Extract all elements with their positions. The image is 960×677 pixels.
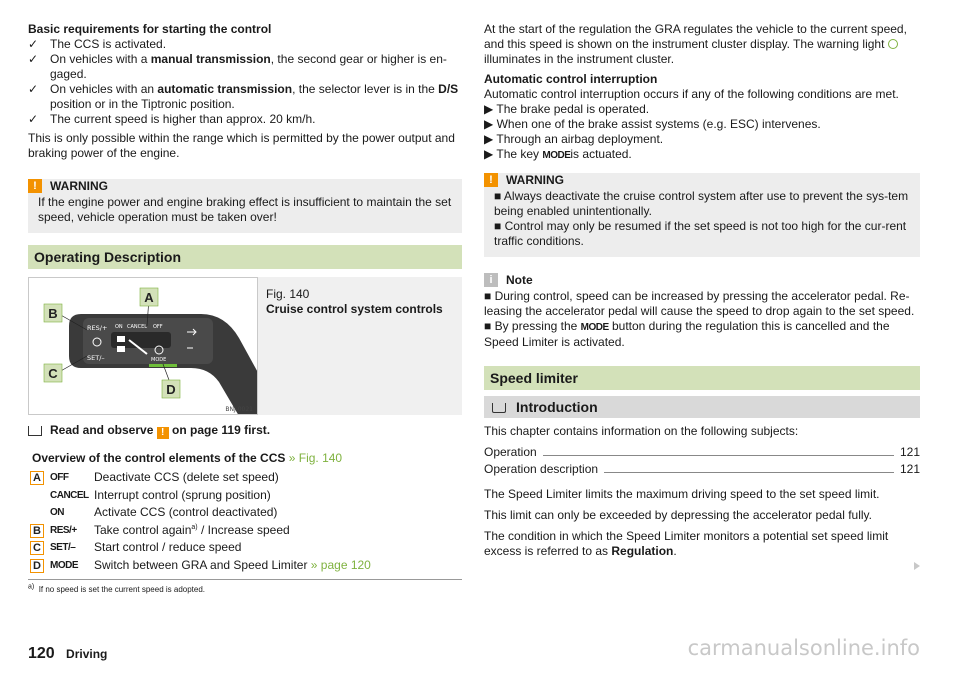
note-box xyxy=(484,273,920,350)
subjects-text: This chapter contains information on the following subjects: xyxy=(484,424,799,438)
limiter-paragraph: The condition in which the Speed Limiter monitors a potential set speed limit excess is referred to as Regulation. xyxy=(484,529,889,558)
interrupt-title: Automatic control interruption xyxy=(484,72,658,86)
figure-caption xyxy=(266,287,456,317)
check-icon: ✓ xyxy=(28,82,39,96)
control-desc: Take control again$^{a)}$ / Increase speed xyxy=(94,522,290,537)
warning-text: If the engine power and engine braking effect is insufficient to maintain the set speed, vehicle operation must be taken over! xyxy=(38,195,452,224)
limiter-paragraph: The Speed Limiter limits the maximum driving speed to the set speed limit. xyxy=(484,487,880,501)
list-item: ▶ The brake pedal is operated. xyxy=(484,102,650,116)
figure-image xyxy=(28,277,258,415)
cruise-warning-light-icon xyxy=(888,39,898,49)
page-number: 120 xyxy=(28,645,55,662)
list-item: ✓ The CCS is activated. xyxy=(28,37,167,51)
stalk-label-on: ON xyxy=(115,324,123,330)
book-icon xyxy=(492,403,506,413)
figure-title: Cruise control system controls xyxy=(266,302,443,316)
callout-c: C xyxy=(48,366,58,381)
table-row xyxy=(28,540,462,558)
section-heading: Operating Description xyxy=(28,245,462,269)
callout-b: B xyxy=(48,306,58,321)
control-key: CANCEL xyxy=(50,489,89,501)
intro-paragraph: At the start of the regulation the GRA regulates the vehicle to the current speed, and this speed is shown on the instrument cluster display. The warning light illuminates in the instrument cluster. xyxy=(484,22,907,66)
callout-a: A xyxy=(144,290,154,305)
control-desc: Switch between GRA and Speed Limiter » page 120 xyxy=(94,557,371,572)
table-row xyxy=(28,523,462,541)
control-letter: B xyxy=(30,524,44,538)
warning-box xyxy=(484,173,920,257)
mode-key: MODE xyxy=(542,150,571,161)
note-label: Note xyxy=(506,273,533,287)
footer-section: Driving xyxy=(66,647,108,661)
list-item: ■ Always deactivate the cruise control system after use to prevent the sys-tem being enabled unintentionally. xyxy=(494,189,909,218)
check-icon: ✓ xyxy=(28,52,39,66)
control-letter: D xyxy=(30,559,44,573)
control-key: MODE xyxy=(50,559,78,571)
section-heading: Speed limiter xyxy=(484,366,920,390)
control-key: SET/– xyxy=(50,542,76,553)
page-footer xyxy=(28,644,107,664)
list-item: ▶ Through an airbag deployment. xyxy=(484,132,664,146)
stalk-label-set: SET/– xyxy=(87,354,105,362)
footnote: $^{a)}$ If no speed is set the current speed is adopted. xyxy=(28,583,206,594)
warning-icon: ! xyxy=(157,427,169,439)
control-letter: A xyxy=(30,471,44,485)
figure-code: BNJ-0021 xyxy=(225,406,253,413)
list-item: ■ By pressing the MODE button during the regulation this is cancelled and the Speed Limiter is activated. xyxy=(484,319,890,349)
list-item: ■ During control, speed can be increased by pressing the accelerator pedal. Re-leasing the accelerator pedal will cause the speed to drop again to the set speed. xyxy=(484,289,915,318)
toc-item[interactable]: Operation description 121 xyxy=(484,462,920,476)
list-item: ✓ On vehicles with a manual transmission, the second gear or higher is en-gaged. xyxy=(28,52,447,81)
requirements-list xyxy=(28,37,462,127)
table-row xyxy=(28,505,462,523)
warning-icon: ! xyxy=(28,179,42,193)
mode-key: MODE xyxy=(580,322,609,333)
controls-table xyxy=(28,470,462,575)
stalk-label-res: RES/+ xyxy=(87,324,108,332)
control-desc: Start control / reduce speed xyxy=(94,540,242,554)
control-key: OFF xyxy=(50,472,69,483)
control-key: ON xyxy=(50,507,64,518)
next-page-arrow-icon xyxy=(914,562,920,570)
info-icon: i xyxy=(484,273,498,287)
watermark: carmanualsonline.info xyxy=(687,636,920,660)
toc-item[interactable]: Operation 121 xyxy=(484,445,920,459)
table-row xyxy=(28,558,462,576)
list-item: ✓ On vehicles with an automatic transmission, the selector lever is in the D/S position or in the Tiptronic position. xyxy=(28,82,459,111)
table-row xyxy=(28,488,462,506)
interrupt-list xyxy=(484,102,920,163)
book-icon xyxy=(28,426,42,436)
warning-icon: ! xyxy=(484,173,498,187)
table-row xyxy=(28,470,462,488)
control-desc: Deactivate CCS (delete set speed) xyxy=(94,470,279,484)
limiter-paragraph: This limit can only be exceeded by depressing the accelerator pedal fully. xyxy=(484,508,872,522)
control-letter: C xyxy=(30,541,44,555)
interrupt-text: Automatic control interruption occurs if any of the following conditions are met. xyxy=(484,87,899,101)
footnote-ref: a) xyxy=(191,523,198,531)
list-item: ▶ The key MODEis actuated. xyxy=(484,147,632,161)
overview-title: Overview of the control elements of the CCS » Fig. 140 xyxy=(32,451,343,465)
footnote-divider xyxy=(28,579,462,580)
stalk-label-mode: MODE xyxy=(151,357,167,363)
stalk-label-off: OFF xyxy=(153,324,163,330)
check-icon: ✓ xyxy=(28,112,39,126)
list-item: ✓ The current speed is higher than approx. 20 km/h. xyxy=(28,112,316,126)
read-observe-line: Read and observe ! on page 119 first. xyxy=(28,423,462,439)
list-item: ▶ When one of the brake assist systems (e.g. ESC) intervenes. xyxy=(484,117,821,131)
warning-box xyxy=(28,179,462,233)
figure-label: Fig. 140 xyxy=(266,287,310,301)
figure-link[interactable]: » Fig. 140 xyxy=(285,451,343,465)
table-of-contents xyxy=(484,445,920,479)
control-key: RES/+ xyxy=(50,524,77,536)
left-column xyxy=(28,22,462,597)
callout-d: D xyxy=(166,382,176,397)
list-item: ■ Control may only be resumed if the set speed is not too high for the cur-rent traffic conditions. xyxy=(494,219,907,248)
warning-label: WARNING xyxy=(506,173,564,187)
warning-label: WARNING xyxy=(50,179,108,193)
figure xyxy=(28,277,462,415)
page-link[interactable]: » page 120 xyxy=(307,557,371,572)
stalk-label-cancel: CANCEL xyxy=(127,324,148,330)
check-icon: ✓ xyxy=(28,37,39,51)
requirements-title: Basic requirements for starting the control xyxy=(28,22,272,36)
right-column xyxy=(484,22,920,559)
cruise-control-stalk-illustration xyxy=(29,278,258,415)
power-paragraph: This is only possible within the range which is permitted by the power output and braking power of the engine. xyxy=(28,131,455,160)
control-desc: Interrupt control (sprung position) xyxy=(94,487,271,502)
subsection-heading: Introduction xyxy=(484,396,920,418)
control-desc: Activate CCS (control deactivated) xyxy=(94,505,278,519)
